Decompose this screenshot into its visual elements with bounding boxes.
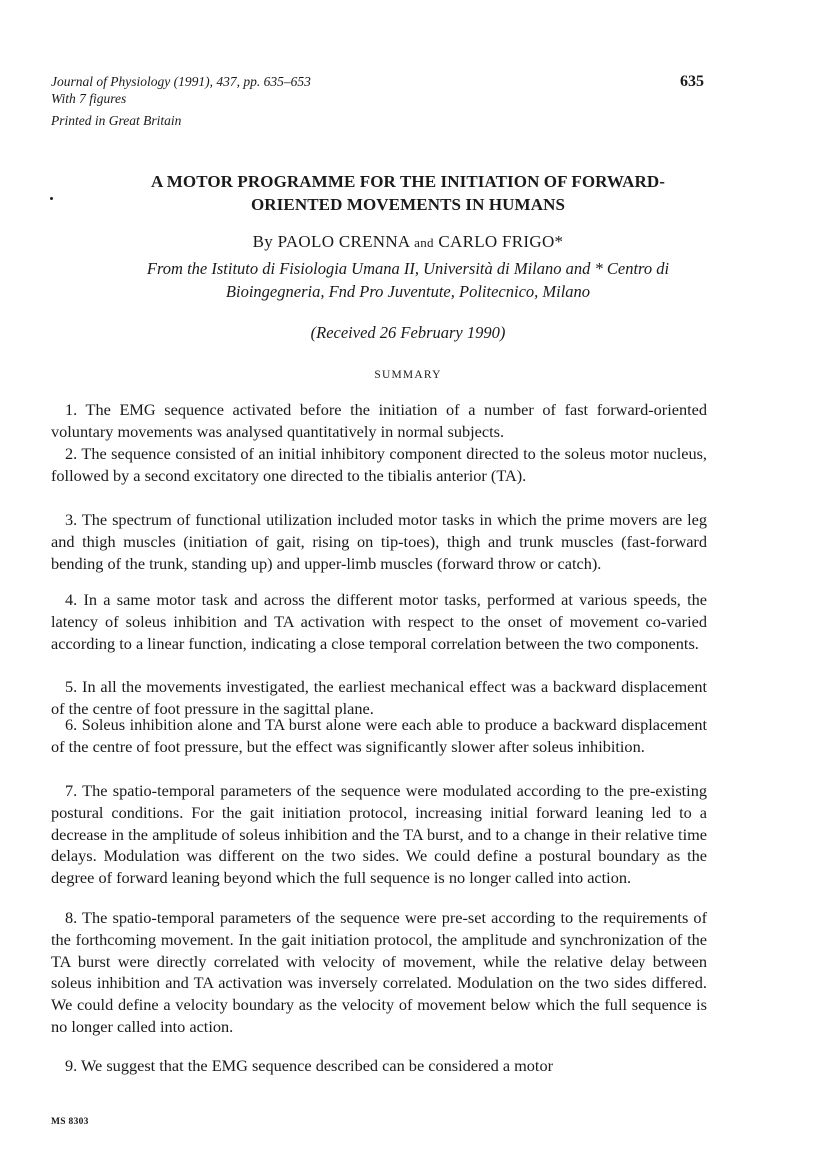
by-word: By <box>252 232 274 251</box>
author-2: CARLO FRIGO* <box>438 232 564 251</box>
affiliation-line-2: Bioingegneria, Fnd Pro Juventute, Politecnico, Milano <box>225 282 591 301</box>
summary-heading: SUMMARY <box>374 369 442 381</box>
received-date: (Received 26 February 1990) <box>310 323 506 342</box>
affiliation-line-1: From the Istituto di Fisiologia Umana II, Università di Milano and * Centro di <box>146 259 670 278</box>
figure-count: With 7 figures <box>51 91 127 106</box>
printed-location: Printed in Great Britain <box>51 113 182 128</box>
margin-mark <box>50 197 53 200</box>
page-number: 635 <box>680 73 704 90</box>
journal-citation: Journal of Physiology (1991), 437, pp. 635–653 <box>51 74 311 89</box>
summary-paragraph-9: 9. We suggest that the EMG sequence described can be considered a motor <box>65 1056 554 1075</box>
summary-paragraph-8: 8. The spatio-temporal parameters of the sequence were pre-set according to the requirements of the forthcoming movement. In the gait initiation protocol, the amplitude and synchronization of the TA burst were directly correlated with velocity of movement, while the relative delay between soleus inhibition and TA activation was inversely correlated. Modulation on the two sides differed. We could define a velocity boundary as the velocity of movement below which the full sequence is no longer called into action. <box>51 908 707 1036</box>
summary-paragraph-5: 5. In all the movements investigated, the earliest mechanical effect was a backward displacement of the centre of foot pressure in the sagittal plane. <box>51 677 707 718</box>
summary-paragraph-6: 6. Soleus inhibition alone and TA burst alone were each able to produce a backward displacement of the centre of foot pressure, but the effect was significantly slower after soleus inhibition. <box>51 715 707 756</box>
article-title-line-2: ORIENTED MOVEMENTS IN HUMANS <box>250 195 566 214</box>
summary-paragraph-3: 3. The spectrum of functional utilization included motor tasks in which the prime movers are leg and thigh muscles (initiation of gait, rising on tip-toes), thigh and trunk muscles (fast-forward bending of the trunk, standing up) and upper-limb muscles (forward throw or catch). <box>51 510 707 573</box>
and-word: and <box>414 235 434 250</box>
summary-paragraph-1: 1. The EMG sequence activated before the initiation of a number of fast forward-oriented voluntary movements was analysed quantitatively in normal subjects. <box>51 400 707 441</box>
manuscript-code: MS 8303 <box>51 1117 89 1127</box>
summary-paragraph-2: 2. The sequence consisted of an initial inhibitory component directed to the soleus motor nucleus, followed by a second excitatory one directed to the tibialis anterior (TA). <box>51 444 707 485</box>
summary-paragraph-7: 7. The spatio-temporal parameters of the sequence were modulated according to the pre-existing postural conditions. For the gait initiation protocol, increasing initial forward leaning led to a decrease in the amplitude of soleus inhibition and the TA burst, and to a change in their relative time delays. Modulation was different on the two sides. We could define a postural boundary as the degree of forward leaning beyond which the full sequence is no longer called into action. <box>51 781 707 888</box>
author-1: PAOLO CRENNA <box>277 232 410 251</box>
article-title-line-1: A MOTOR PROGRAMME FOR THE INITIATION OF FORWARD- <box>150 172 666 191</box>
author-line <box>60 232 756 252</box>
summary-paragraph-4: 4. In a same motor task and across the different motor tasks, performed at various speeds, the latency of soleus inhibition and TA activation with respect to the onset of movement co-varied according to a linear function, indicating a close temporal correlation between the two components. <box>51 590 707 653</box>
